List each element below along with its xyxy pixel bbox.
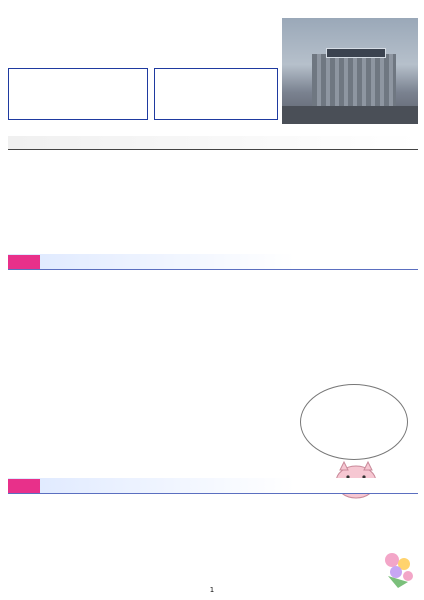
- farewell-body-text: [8, 498, 418, 508]
- masthead-issue-text: [202, 18, 276, 28]
- staff-roster: [20, 276, 288, 472]
- page-number-text: 1: [209, 586, 215, 594]
- street-shape: [282, 106, 418, 124]
- section1-heading: [8, 254, 418, 264]
- masthead-subtitle: [8, 18, 98, 30]
- section1-heading-bar: [8, 254, 418, 270]
- section2-badge-text: [8, 479, 40, 489]
- header-left-text: [8, 5, 248, 15]
- building-sign: [326, 48, 386, 58]
- flower-illustration: [378, 546, 418, 590]
- section1-badge-text: [8, 255, 40, 265]
- masthead-title: [8, 30, 204, 62]
- header-right: [268, 5, 418, 15]
- greeting-heading: [8, 136, 418, 146]
- address-text: [9, 69, 147, 79]
- contact-text: [155, 69, 277, 79]
- section2-heading: [8, 478, 418, 488]
- building-photo: [282, 18, 418, 124]
- section2-heading-bar: [8, 478, 418, 494]
- address-box: [8, 68, 148, 120]
- contact-box: [154, 68, 278, 120]
- section1-roster: [20, 286, 288, 296]
- masthead-title-text: [8, 30, 204, 40]
- building-shape: [312, 54, 396, 112]
- masthead-issue: [202, 18, 276, 30]
- speech-bubble-text: [301, 385, 407, 395]
- section1-intro: [20, 276, 288, 286]
- farewell-body: [8, 498, 418, 586]
- greeting-heading-bar: [8, 136, 418, 150]
- page-number: [200, 586, 224, 596]
- header-right-text: [268, 5, 418, 15]
- greeting-body-text: [8, 154, 418, 164]
- section1-badge: [8, 255, 40, 269]
- speech-bubble: [300, 384, 408, 460]
- masthead-subtitle-text: [8, 18, 98, 28]
- section2-badge: [8, 479, 40, 493]
- greeting-body: [8, 154, 418, 246]
- header-left: [8, 5, 248, 15]
